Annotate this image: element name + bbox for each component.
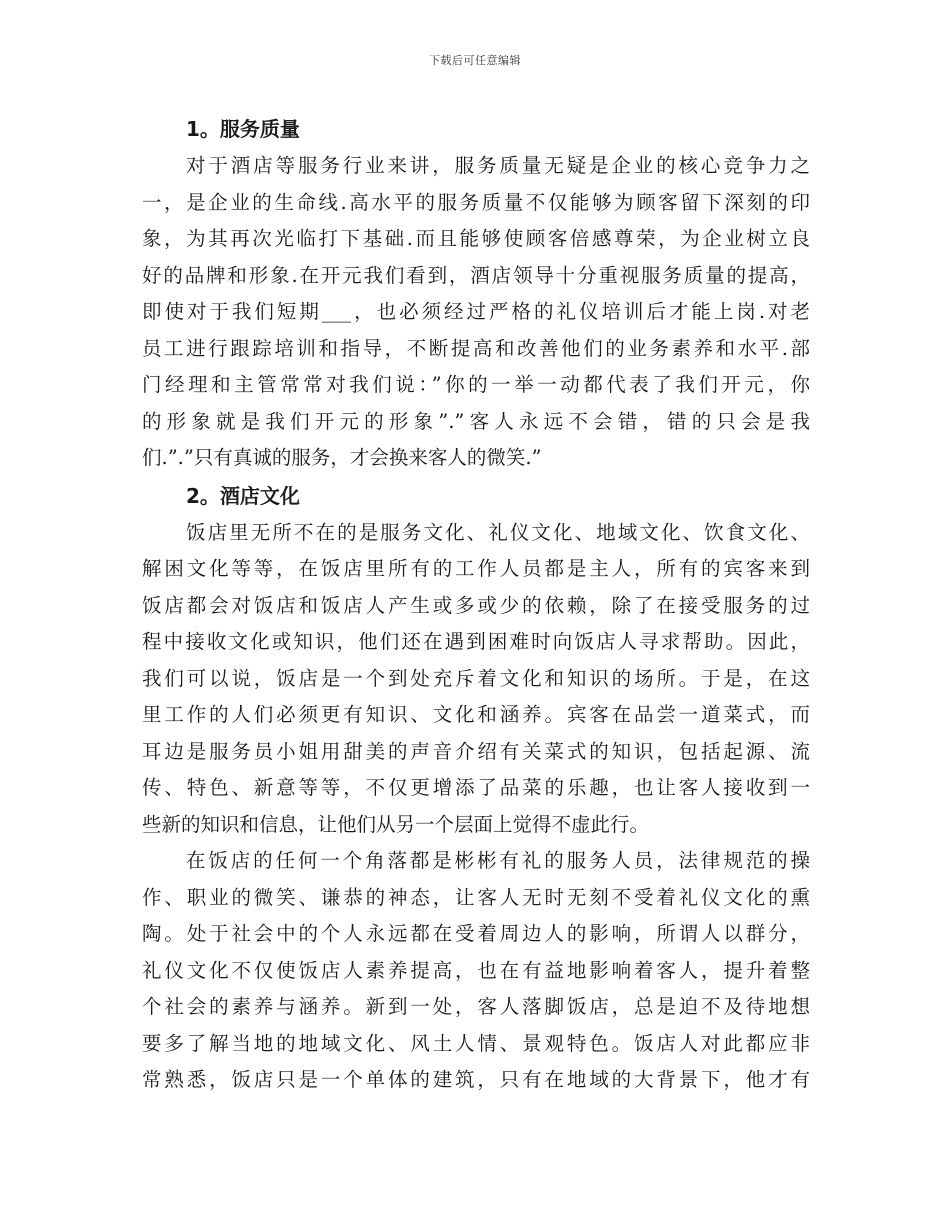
text-line: 象，为其再次光临打下基础.而且能够使顾客倍感尊荣，为企业树立良 [142, 227, 810, 250]
paragraph-hotel-culture-2 [142, 843, 810, 1099]
text-line: 要多了解当地的地域文化、风土人情、景观特色。饭店人对此都应非 [142, 1031, 810, 1055]
text-line: 耳边是服务员小姐用甜美的声音介绍有关菜式的知识，包括起源、流 [142, 739, 810, 763]
text-line: 常熟悉，饭店只是一个单体的建筑，只有在地域的大背景下，他才有 [142, 1068, 810, 1091]
page-header-note: 下载后可任意编辑 [429, 54, 521, 67]
text-line: 好的品牌和形象.在开元我们看到，酒店领导十分重视服务质量的提高， [142, 263, 810, 287]
text-line: 在饭店的任何一个角落都是彬彬有礼的服务人员，法律规范的操 [186, 849, 810, 872]
section-heading-service-quality: 1。服务质量 [186, 117, 300, 141]
text-line: 即使对于我们短期___，也必须经过严格的礼仪培训后才能上岗.对老 [142, 300, 810, 323]
text-line: 门经理和主管常常对我们说：”你的一举一动都代表了我们开元，你 [142, 373, 810, 396]
paragraph-hotel-culture-1 [142, 515, 810, 844]
text-line: 传、特色、新意等等，不仅更增添了品菜的乐趣，也让客人接收到一 [142, 776, 810, 799]
text-line: 对于酒店等服务行业来讲，服务质量无疑是企业的核心竞争力之 [186, 154, 810, 177]
text-line: 们.”.”只有真诚的服务，才会换来客人的微笑.” [142, 446, 542, 469]
text-line: 里工作的人们必须更有知识、文化和涵养。宾客在品尝一道菜式，而 [142, 703, 810, 726]
section-heading-hotel-culture: 2。酒店文化 [186, 483, 300, 508]
text-line: 程中接收文化或知识，他们还在遇到困难时向饭店人寻求帮助。因此， [142, 630, 810, 653]
paragraph-service-quality [142, 148, 810, 477]
text-line: 些新的知识和信息，让他们从另一个层面上觉得不虚此行。 [142, 812, 650, 836]
text-line: 的形象就是我们开元的形象”.”客人永远不会错，错的只会是我 [142, 409, 810, 433]
text-line: 礼仪文化不仅使饭店人素养提高，也在有益地影响着客人，提升着整 [142, 958, 810, 982]
text-line: 饭店都会对饭店和饭店人产生或多或少的依赖，除了在接受服务的过 [142, 593, 810, 617]
text-line: 作、职业的微笑、谦恭的神态，让客人无时无刻不受着礼仪文化的熏 [142, 885, 810, 909]
text-line: 陶。处于社会中的个人永远都在受着周边人的影响，所谓人以群分， [142, 922, 810, 945]
text-line: 解困文化等等，在饭店里所有的工作人员都是主人，所有的宾客来到 [142, 557, 810, 580]
document-body [142, 110, 810, 1099]
text-line: 我们可以说，饭店是一个到处充斥着文化和知识的场所。于是，在这 [142, 666, 810, 690]
text-line: 一，是企业的生命线.高水平的服务质量不仅能够为顾客留下深刻的印 [142, 190, 810, 214]
text-line: 员工进行跟踪培训和指导，不断提高和改善他们的业务素养和水平.部 [142, 336, 810, 360]
text-line: 饭店里无所不在的是服务文化、礼仪文化、地域文化、饮食文化、 [186, 520, 810, 544]
text-line: 个社会的素养与涵养。新到一处，客人落脚饭店，总是迫不及待地想 [142, 995, 810, 1018]
